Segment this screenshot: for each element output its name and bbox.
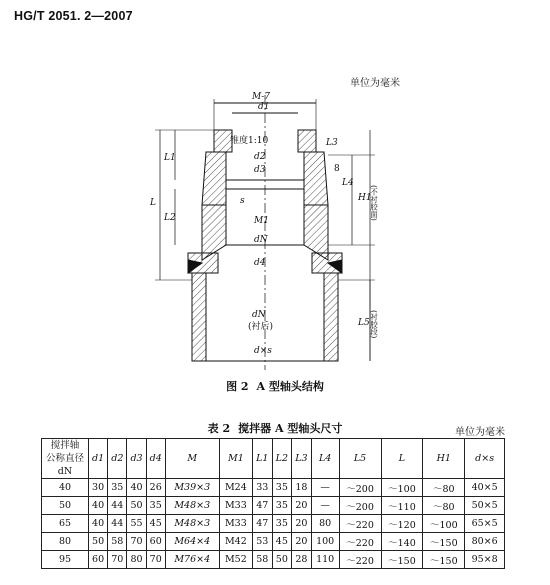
table-cell: 80 [127, 551, 146, 569]
table-body [42, 479, 505, 569]
label-d3: d3 [254, 165, 266, 175]
label-s: s [240, 196, 245, 206]
label-L3: L3 [326, 138, 338, 148]
table-cell: 65 [42, 515, 89, 533]
table-title: 搅拌器 A 型轴头尺寸 [238, 422, 343, 435]
table-cell: 47 [253, 515, 273, 533]
table-cell: ～140 [381, 533, 423, 551]
standard-number: HG/T 2051. 2—2007 [14, 9, 133, 23]
label-H1: H1 [358, 193, 372, 203]
label-eight: 8 [334, 164, 340, 174]
table-cell: 50 [272, 551, 292, 569]
label-d2: d2 [254, 152, 266, 162]
table-cell: 40×5 [465, 479, 505, 497]
table-cell: M39×3 [165, 479, 219, 497]
table-cell: 110 [311, 551, 339, 569]
table-cell: 70 [127, 533, 146, 551]
label-L5: L5 [358, 318, 370, 328]
table-cell: 40 [89, 515, 108, 533]
table-cell: 35 [108, 479, 127, 497]
table-cell: 50 [42, 497, 89, 515]
header-d3: d3 [127, 439, 146, 479]
table-cell: 45 [146, 515, 165, 533]
table-cell: M76×4 [165, 551, 219, 569]
label-m1: M1 [254, 216, 269, 226]
header-d2: d2 [108, 439, 127, 479]
mid-wall-right [304, 205, 328, 260]
table-cell: M48×3 [165, 497, 219, 515]
table-cell: 40 [127, 479, 146, 497]
table-cell: 40 [42, 479, 89, 497]
table-cell: 35 [272, 497, 292, 515]
mid-wall-left [202, 205, 226, 260]
header-M: M [165, 439, 219, 479]
table-cell: 53 [253, 533, 273, 551]
header-dxs: d×s [465, 439, 505, 479]
table-cell: — [311, 479, 339, 497]
table-cell: 44 [108, 515, 127, 533]
table-cell: 95 [42, 551, 89, 569]
table-cell: 30 [89, 479, 108, 497]
label-L: L [150, 198, 156, 208]
header-H1: H1 [423, 439, 465, 479]
table-cell: ～200 [339, 497, 381, 515]
label-L2: L2 [164, 213, 176, 223]
figure-number: 图 2 [226, 380, 249, 393]
table-cell: ～100 [381, 479, 423, 497]
label-taper: 锥度1:10 [230, 136, 269, 146]
label-dn-lower: dN [252, 310, 266, 320]
table-cell: M48×3 [165, 515, 219, 533]
top-collar-right [298, 130, 316, 152]
table-cell: M64×4 [165, 533, 219, 551]
table-cell: M24 [219, 479, 252, 497]
upper-wall-left [202, 152, 226, 205]
table-cell: 28 [292, 551, 312, 569]
header-nominal: 搅拌轴 公称直径 dN [42, 439, 89, 479]
table-cell: ～220 [339, 551, 381, 569]
figure-title: A 型轴头结构 [256, 380, 324, 393]
table-cell: 55 [127, 515, 146, 533]
label-lining-section: (衬胶段) [369, 310, 379, 339]
table-cell: 20 [292, 515, 312, 533]
table-row [42, 533, 505, 551]
table-cell: 20 [292, 497, 312, 515]
table-header-row [42, 439, 505, 479]
table-cell: ～150 [423, 533, 465, 551]
table-cell: 95×8 [465, 551, 505, 569]
header-M1: M1 [219, 439, 252, 479]
table-cell: 70 [146, 551, 165, 569]
table-cell: 65×5 [465, 515, 505, 533]
table-cell: — [311, 497, 339, 515]
label-dxs: d×s [254, 346, 272, 356]
table-cell: 45 [272, 533, 292, 551]
table-cell: 60 [146, 533, 165, 551]
table-cell: 44 [108, 497, 127, 515]
table-cell: M42 [219, 533, 252, 551]
header-L5: L5 [339, 439, 381, 479]
table-cell: ～150 [423, 551, 465, 569]
header-L3: L3 [292, 439, 312, 479]
table-cell: ～200 [339, 479, 381, 497]
table-cell: 80 [311, 515, 339, 533]
table-row [42, 515, 505, 533]
header-L1: L1 [253, 439, 273, 479]
table-cell: 50×5 [465, 497, 505, 515]
table-cell: ～220 [339, 515, 381, 533]
header-L2: L2 [272, 439, 292, 479]
header-d1: d1 [89, 439, 108, 479]
label-L1: L1 [164, 153, 176, 163]
shaft-head-drawing [130, 85, 410, 375]
table-cell: 58 [108, 533, 127, 551]
label-no-lining: (不衬胶面) [369, 185, 379, 221]
table-cell: 35 [272, 479, 292, 497]
label-m-thread: M-7 [252, 92, 270, 102]
label-d4: d4 [254, 258, 266, 268]
table-cell: 33 [253, 479, 273, 497]
table-row [42, 551, 505, 569]
table-row [42, 479, 505, 497]
table-cell: 35 [272, 515, 292, 533]
table-cell: 20 [292, 533, 312, 551]
header-d4: d4 [146, 439, 165, 479]
table-cell: ～150 [381, 551, 423, 569]
unit-note-table: 单位为毫米 [455, 427, 505, 438]
tube-wall-right [324, 273, 338, 361]
table-cell: 35 [146, 497, 165, 515]
table-cell: 80 [42, 533, 89, 551]
figure-caption [0, 378, 550, 394]
table-cell: 100 [311, 533, 339, 551]
label-dn: dN [254, 235, 268, 245]
upper-wall-right [304, 152, 328, 205]
table-cell: M33 [219, 515, 252, 533]
table-cell: ～80 [423, 497, 465, 515]
table-cell: ～80 [423, 479, 465, 497]
header-L: L [381, 439, 423, 479]
table-cell: 60 [89, 551, 108, 569]
table-cell: 50 [127, 497, 146, 515]
table-cell: 50 [89, 533, 108, 551]
label-L4: L4 [342, 178, 354, 188]
table-cell: 18 [292, 479, 312, 497]
table-cell: ～100 [423, 515, 465, 533]
tube-wall-left [192, 273, 206, 361]
table-cell: M52 [219, 551, 252, 569]
label-d1: d1 [258, 102, 270, 112]
table-number: 表 2 [207, 422, 231, 435]
table-cell: ～120 [381, 515, 423, 533]
table-cell: 26 [146, 479, 165, 497]
table-cell: 58 [253, 551, 273, 569]
table-cell: 80×6 [465, 533, 505, 551]
table-cell: 40 [89, 497, 108, 515]
table-cell: ～110 [381, 497, 423, 515]
header-L4: L4 [311, 439, 339, 479]
table-cell: M33 [219, 497, 252, 515]
table-cell: 47 [253, 497, 273, 515]
unit-note-figure: 单位为毫米 [350, 78, 400, 89]
table-cell: ～220 [339, 533, 381, 551]
label-after-lining: (衬后) [248, 322, 274, 332]
table-row [42, 497, 505, 515]
dimension-table [41, 438, 505, 569]
table-cell: 70 [108, 551, 127, 569]
